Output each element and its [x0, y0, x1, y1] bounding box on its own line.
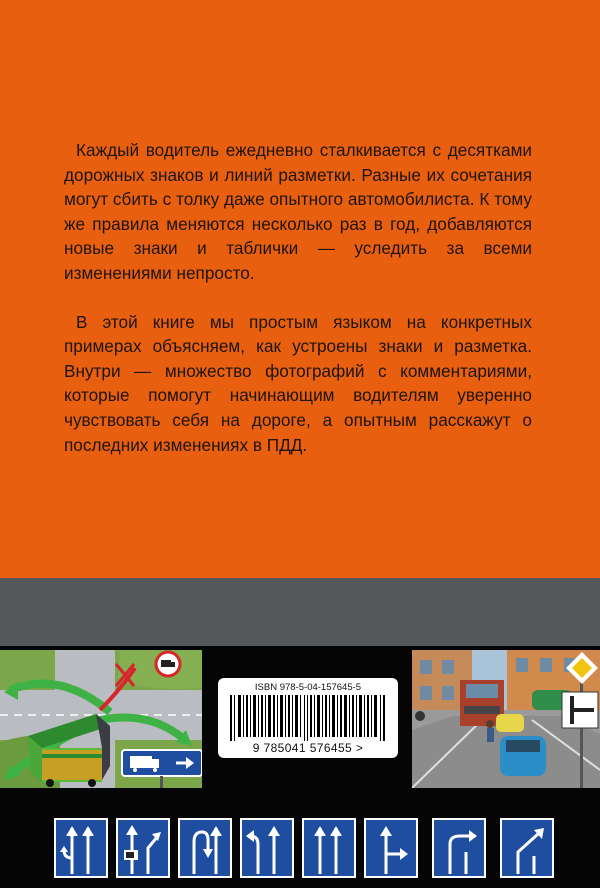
- isbn-label: ISBN 978-5-04-157645-5: [254, 682, 362, 693]
- barcode-bars: [230, 695, 386, 741]
- lane-straight-straight-left-u-turn-icon: [54, 818, 108, 878]
- isbn-digits: 9 785041 576455 >: [252, 741, 364, 755]
- lane-straight-right-icon: [364, 818, 418, 878]
- lane-straight-straight-icon: [302, 818, 356, 878]
- isbn-barcode: [218, 678, 398, 758]
- lane-diagonal-right-icon: [500, 818, 554, 878]
- lane-truck-straight-right-icon: [116, 818, 170, 878]
- gray-band: [0, 578, 600, 646]
- blurb-paragraph-2: В этой книге мы простым языком на конкретных примерах объясняем, как устроены знаки и разметка. Внутри — множество фотографий с комментариями, которые помогут начинающим водителям уверенно чувствовать себя на дороге, а опытным расскажут о последних изменениях в ПДД.: [64, 311, 532, 455]
- street-priority-illustration: [412, 650, 600, 788]
- lane-u-turn-straight-icon: [178, 818, 232, 878]
- lane-left-straight-icon: [240, 818, 294, 878]
- blurb-paragraph-1: Каждый водитель ежедневно сталкивается с десятками дорожных знаков и линий разметки. Разные их сочетания могут сбить с толку даже опытного автомобилиста. К тому же правила меняются несколько раз в год, добавляются новые знаки и таблички — уследить за всеми изменениями непросто.: [64, 140, 532, 283]
- cover-blurb: [64, 138, 532, 481]
- lane-right-icon: [432, 818, 486, 878]
- intersection-truck-illustration: [0, 650, 202, 788]
